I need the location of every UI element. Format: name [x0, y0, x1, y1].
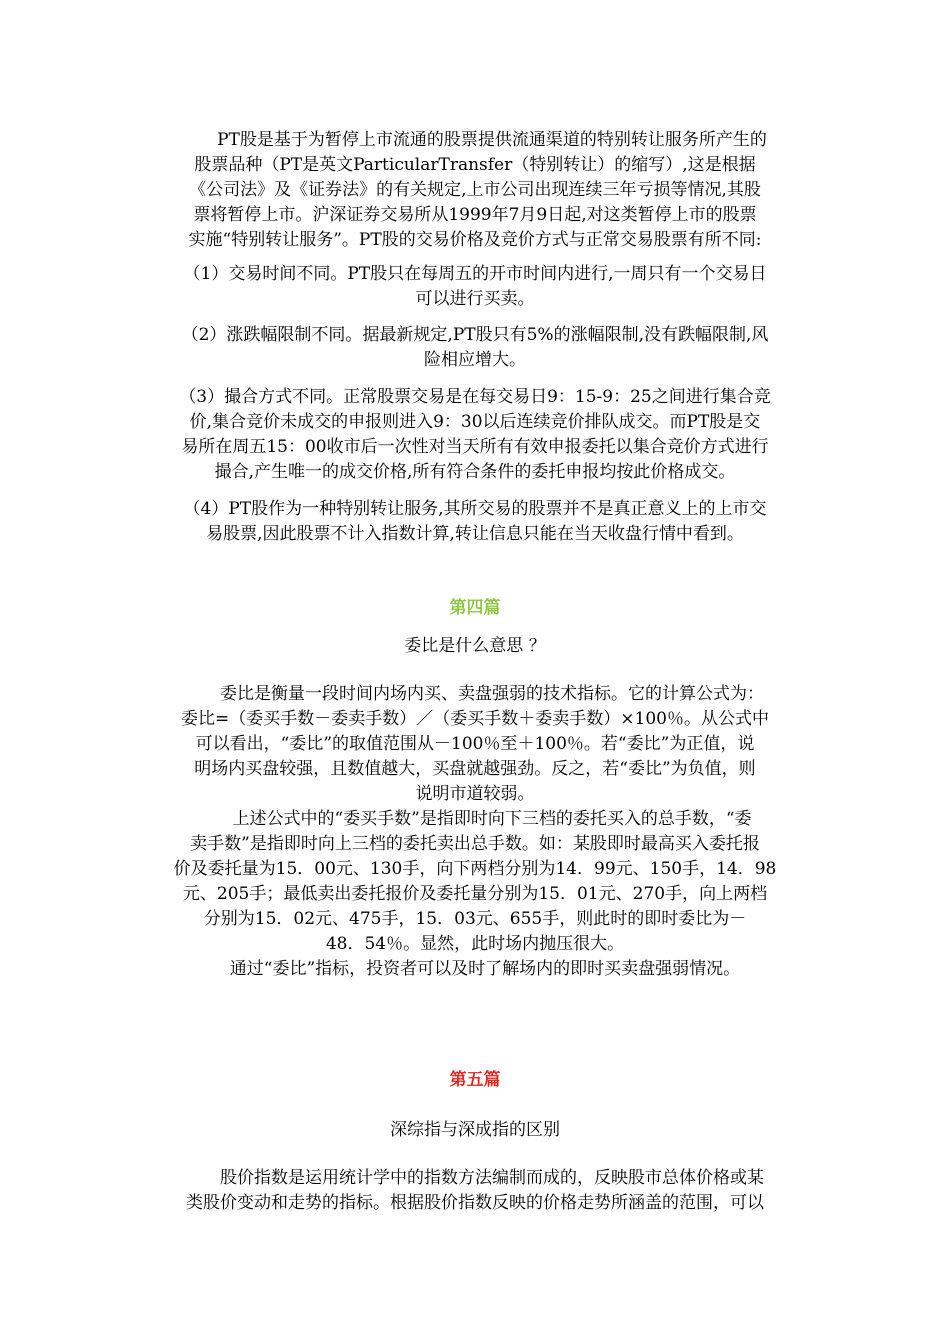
text-line: 明场内买盘较强，且数值越大，买盘就越强劲。反之，若“委比”为负值，则	[194, 759, 756, 779]
section-5-title: 深综指与深成指的区别	[390, 1120, 560, 1140]
text-line: （3）撮合方式不同。正常股票交易是在每交易日9：15-9：25之间进行集合竞	[179, 387, 771, 407]
pt-intro-paragraph	[140, 128, 810, 253]
text-line: 卖手数”是指即时向上三档的委托卖出总手数。如：某股即时最高买入委托报	[190, 834, 760, 854]
pt-item-1	[140, 262, 810, 312]
pt-item-3	[140, 385, 810, 485]
text-line: 实施“特别转让服务”。PT股的交易价格及竞价方式与正常交易股票有所不同:	[188, 230, 762, 250]
text-line: 上述公式中的“委买手数”是指即时向下三档的委托买入的总手数，“委	[232, 809, 752, 829]
text-line: 说明市道较弱。	[415, 784, 535, 804]
text-line: 可以看出，“委比”的取值范围从－100％至＋100％。若“委比”为正值，说	[195, 734, 755, 754]
section-4-title: 委比是什么意思 ？	[404, 636, 546, 656]
text-line: 通过“委比”指标，投资者可以及时了解场内的即时买卖盘强弱情况。	[229, 959, 741, 979]
text-line: PT股是基于为暂停上市流通的股票提供流通渠道的特别转让服务所产生的	[217, 130, 767, 150]
pt-item-4	[140, 497, 810, 547]
section-4-paragraph-1	[140, 682, 810, 807]
section-4-paragraph-2	[140, 807, 810, 957]
text-line: 分别为15．02元、475手，15．03元、655手，则此时的即时委比为－	[203, 909, 747, 929]
text-line: 元、205手；最低卖出委托报价及委托量分别为15．01元、270手，向上两档	[182, 884, 768, 904]
text-line: 股价指数是运用统计学中的指数方法编制而成的，反映股市总体价格或某	[220, 1168, 764, 1188]
text-line: （1）交易时间不同。PT股只在每周五的开市时间内进行,一周只有一个交易日	[183, 264, 767, 284]
text-line: 价,集合竞价未成交的申报则进入9：30以后连续竞价排队成交。而PT股是交	[189, 412, 761, 432]
text-line: 股票品种（PT是英文ParticularTransfer（特别转让）的缩写）,这是根据	[194, 155, 756, 175]
section-4-paragraph-3	[140, 957, 810, 982]
text-line: 价及委托量为15．00元、130手，向下两档分别为14．99元、150手，14．98	[173, 859, 777, 879]
text-line: 险相应增大。	[424, 350, 526, 370]
text-line: 撮合,产生唯一的成交价格,所有符合条件的委托申报均按此价格成交。	[214, 462, 736, 482]
text-line: 48．54％。显然，此时场内抛压很大。	[325, 934, 625, 954]
section-5-paragraph-1	[140, 1166, 810, 1216]
section-4-heading: 第四篇	[449, 598, 501, 618]
section-5-heading: 第五篇	[449, 1070, 501, 1090]
text-line: 票将暂停上市。沪深证券交易所从1999年7月9日起,对这类暂停上市的股票	[193, 205, 757, 225]
text-line: 易股票,因此股票不计入指数计算,转让信息只能在当天收盘行情中看到。	[206, 524, 744, 544]
text-line: 可以进行买卖。	[415, 289, 535, 309]
text-line: 类股价变动和走势的指标。根据股价指数反映的价格走势所涵盖的范围，可以	[186, 1193, 764, 1213]
text-line: 易所在周五15：00收市后一次性对当天所有有效申报委托以集合竞价方式进行	[181, 437, 769, 457]
text-line: 《公司法》及《证券法》的有关规定,上市公司出现连续三年亏损等情况,其股	[189, 180, 761, 200]
text-line: 委比是衡量一段时间内场内买、卖盘强弱的技术指标。它的计算公式为：	[220, 684, 764, 704]
pt-item-2	[140, 323, 810, 373]
text-line: （2）涨跌幅限制不同。据最新规定,PT股只有5%的涨幅限制,没有跌幅限制,风	[181, 325, 769, 345]
text-line: （4）PT股作为一种特别转让服务,其所交易的股票并不是真正意义上的上市交	[183, 499, 767, 519]
text-line: 委比=（委买手数－委卖手数）／（委买手数＋委卖手数）×100％。从公式中	[181, 709, 769, 729]
